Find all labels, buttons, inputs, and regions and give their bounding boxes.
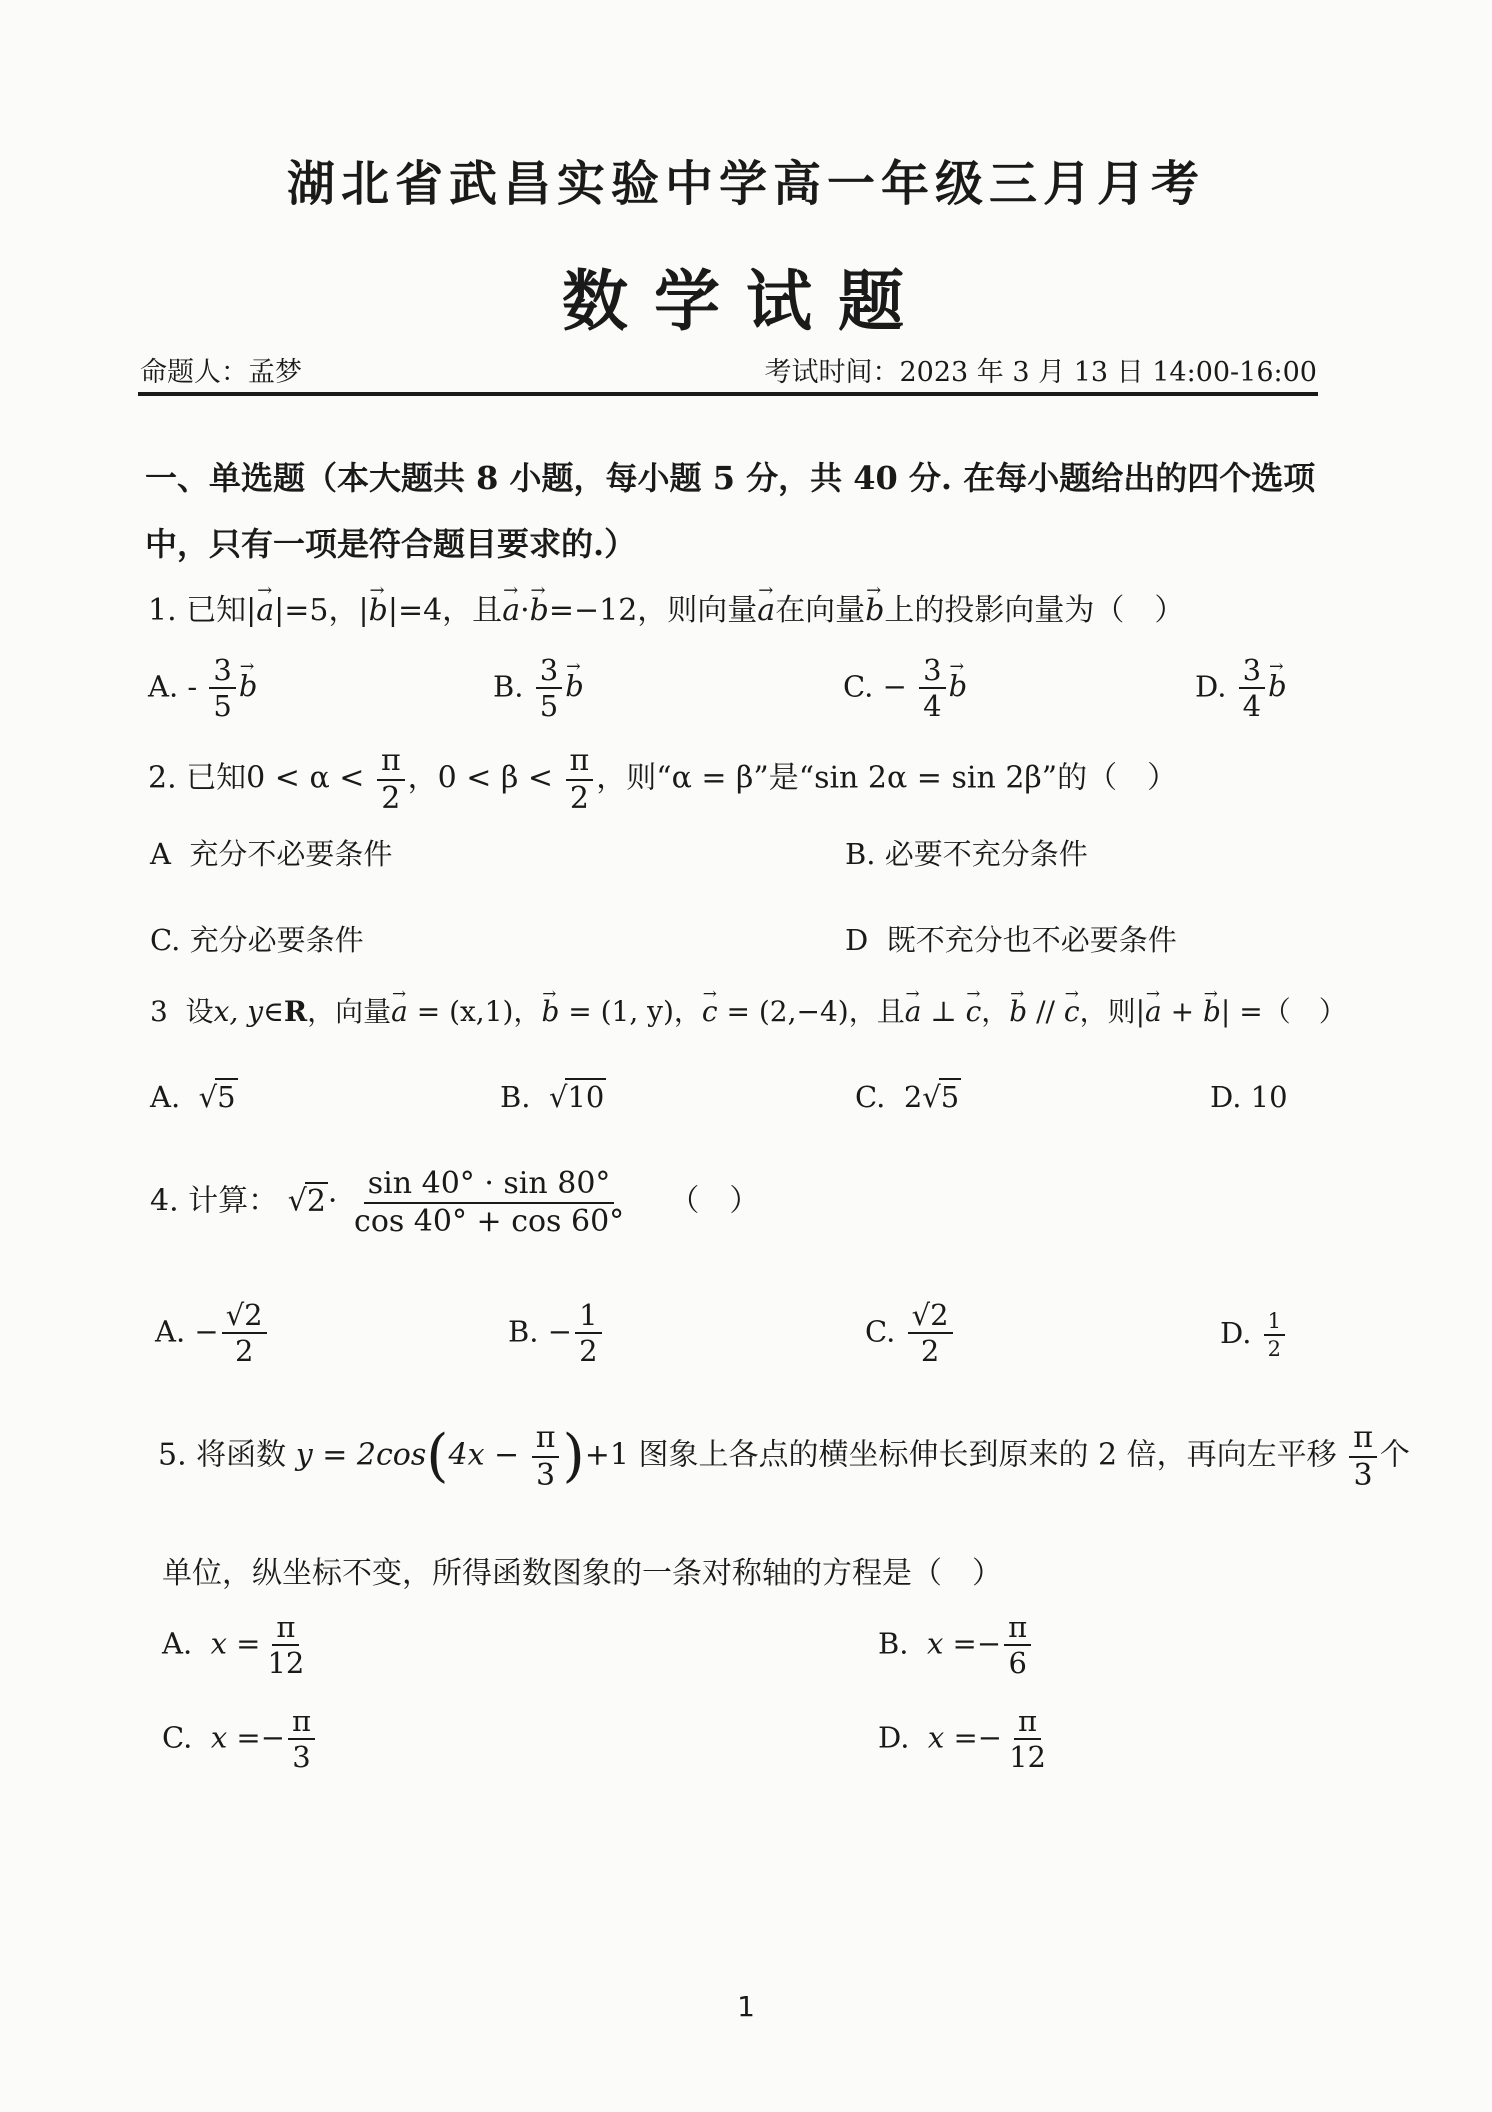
q2-text: ，则“α = β”是“sin 2α = sin 2β”的（ ） [596, 760, 1178, 796]
question-5-option-d[interactable] [878, 1706, 1053, 1773]
denominator: 12 [1009, 1740, 1046, 1775]
denominator: 2 [920, 1334, 940, 1369]
vector-a: → a [502, 593, 520, 628]
option-sign: − [976, 1626, 1002, 1661]
question-5-option-a[interactable] [162, 1612, 311, 1679]
option-label: A. [155, 1314, 186, 1349]
q1-text: |=4，且 [387, 593, 503, 628]
denominator: 3 [536, 1457, 556, 1493]
q3-text: = (1, y)， [559, 995, 702, 1028]
numerator: 1 [1264, 1310, 1285, 1336]
q1-text: 已知| [186, 593, 257, 628]
vector-b: → b [565, 669, 584, 703]
question-2-option-d[interactable] [845, 918, 1177, 959]
option-sign: − [547, 1314, 573, 1349]
question-4-option-d[interactable] [1220, 1310, 1288, 1360]
numerator: 1 [575, 1300, 601, 1334]
question-number: 2. [148, 760, 177, 796]
question-5-option-b[interactable] [878, 1612, 1034, 1679]
function-expression: 4x − [448, 1437, 520, 1473]
numerator: π [1349, 1422, 1377, 1458]
option-label: D. [1220, 1316, 1252, 1351]
numerator: π [1004, 1612, 1031, 1646]
q3-text: ∈ [263, 995, 284, 1028]
option-label: B. [508, 1314, 539, 1349]
option-fraction [263, 1612, 308, 1679]
question-3-option-c[interactable]: C. 2√5 [855, 1080, 960, 1114]
denominator: 3 [1353, 1457, 1373, 1493]
question-2-option-a[interactable] [150, 832, 392, 873]
option-fraction [222, 1300, 267, 1367]
numerator: π [532, 1422, 560, 1458]
q5-text: 图象上各点的横坐标伸长到原来的 2 倍，再向左平移 [638, 1437, 1337, 1473]
option-label: A [150, 837, 171, 871]
question-number: 1. [148, 593, 177, 628]
function-expression: y = 2cos [295, 1437, 427, 1473]
option-label: A. [162, 1626, 193, 1661]
question-5-option-c[interactable] [162, 1706, 318, 1773]
page-number: 1 [737, 1990, 755, 2023]
option-fraction [209, 655, 235, 722]
question-number: 5. [158, 1437, 187, 1473]
option-label: D. [1210, 1080, 1242, 1114]
option-variable: x = [926, 1626, 977, 1661]
question-4-stem: 4. 计算： √2· $\frac{\sin 40^\circ \cdot \sin 80^\circ}{\cos 40^\circ + \cos 60^\circ}$ （ ） [150, 1166, 760, 1239]
vector-b: → b [541, 995, 559, 1028]
option-label: D [845, 923, 869, 957]
section-heading-line2: 中，只有一项是符合题目要求的.） [145, 525, 637, 563]
q4-text: 计算： [188, 1183, 279, 1219]
option-label: B. [500, 1080, 531, 1114]
vector-a: → a [757, 593, 775, 628]
question-1-option-c[interactable] [843, 655, 967, 722]
author-line: 命题人：孟梦 [140, 357, 302, 388]
vector-b: → b [865, 593, 884, 628]
question-1-stem [148, 585, 1184, 629]
option-label: C. [865, 1314, 896, 1349]
option-label: B. [845, 837, 876, 871]
pi-over-2-fraction [566, 745, 594, 814]
option-text: 既不充分也不必要条件 [886, 923, 1177, 957]
denominator: 2 [579, 1334, 598, 1369]
question-5-stem [158, 1422, 1410, 1491]
real-numbers-symbol: R [283, 995, 308, 1028]
q3-text: = (2,−4)，且 [717, 995, 905, 1028]
question-5-stem-line2: 单位，纵坐标不变，所得函数图象的一条对称轴的方程是（ ） [162, 1556, 1002, 1591]
denominator: 3 [292, 1740, 311, 1775]
question-2-option-c[interactable] [150, 918, 364, 959]
vector-a: → a [1145, 995, 1162, 1028]
numerator: √2 [908, 1300, 953, 1334]
q3-text: | =（ ） [1220, 995, 1347, 1028]
q3-text: ，向量 [307, 995, 392, 1028]
school-title: 湖北省武昌实验中学高一年级三月月考 [286, 156, 1205, 212]
numerator: π [272, 1612, 299, 1646]
denominator: 4 [1242, 689, 1262, 724]
vector-b: → b [1268, 669, 1287, 703]
q3-text: ，则| [1079, 995, 1145, 1028]
q1-text: 上的投影向量为（ ） [884, 593, 1185, 628]
vector-b: → b [1009, 995, 1027, 1028]
option-fraction [919, 655, 945, 722]
denominator: 2 [1267, 1337, 1282, 1362]
option-variable: x = [210, 1720, 261, 1755]
question-3-option-d[interactable] [1210, 1080, 1288, 1114]
trig-fraction [350, 1168, 628, 1237]
left-paren: ( [426, 1423, 449, 1489]
option-fraction [1004, 1612, 1031, 1679]
section-heading [145, 445, 1335, 577]
radicand: 2 [306, 1183, 326, 1219]
denominator: 2 [381, 780, 401, 816]
option-fraction [288, 1706, 315, 1773]
question-2-stem [148, 745, 1177, 814]
function-expression: +1 [584, 1437, 629, 1473]
option-label: D. [1195, 669, 1227, 704]
option-fraction [536, 655, 562, 722]
q3-text: 设 [185, 995, 214, 1028]
radicand: 5 [217, 1080, 236, 1114]
numerator: π [288, 1706, 315, 1740]
question-1-option-b[interactable] [493, 655, 584, 722]
vector-c: → c [702, 995, 718, 1028]
numerator: √2 [222, 1300, 267, 1334]
option-sign: − [977, 1720, 1003, 1755]
coefficient: 2 [903, 1080, 923, 1114]
multiply-dot: · [327, 1183, 338, 1219]
vector-b: → b [239, 669, 258, 703]
q1-text: |=5，| [274, 593, 369, 628]
numerator: sin 40° · sin 80° [364, 1168, 615, 1204]
header-divider [138, 392, 1318, 396]
q5-text: 个 [1379, 1437, 1410, 1473]
denominator: 6 [1008, 1646, 1027, 1681]
subject-title: 数学试题 [562, 262, 930, 340]
q3-text: = (x,1)， [407, 995, 542, 1028]
question-3-stem [150, 990, 1347, 1030]
q3-text: ， [981, 995, 1010, 1028]
numerator: 3 [209, 655, 235, 689]
q3-variables: x, y [213, 995, 264, 1028]
question-3-option-b[interactable]: B. √10 [500, 1080, 605, 1114]
exam-time-line: 考试时间：2023 年 3 月 13 日 14:00-16:00 [764, 357, 1317, 388]
option-fraction [1005, 1706, 1050, 1773]
pi-over-2-fraction [377, 745, 405, 814]
numerator: 3 [536, 655, 562, 689]
vector-b: → b [949, 669, 968, 703]
question-number: 3 [150, 995, 168, 1028]
numerator: π [1014, 1706, 1041, 1740]
denominator: 5 [539, 689, 559, 724]
q2-text: ，0 < β < [407, 760, 553, 796]
right-paren: ) [562, 1423, 585, 1489]
vector-a: → a [256, 593, 274, 628]
option-label: C. [150, 923, 181, 957]
q3-text: ⊥ [921, 995, 966, 1028]
numerator: 3 [919, 655, 945, 689]
option-sign: − [194, 1314, 219, 1349]
option-sign: - [187, 669, 198, 704]
option-text: 充分不必要条件 [189, 837, 393, 871]
option-text: 必要不充分条件 [884, 837, 1088, 871]
option-label: B. [493, 669, 524, 704]
pi-over-3-fraction [532, 1422, 560, 1491]
vector-a: → a [905, 995, 922, 1028]
option-fraction [908, 1300, 953, 1367]
question-4-option-b[interactable] [508, 1300, 605, 1367]
option-label: A. [150, 1080, 181, 1114]
option-fraction [575, 1300, 601, 1367]
shift-fraction [1349, 1422, 1377, 1491]
numerator: π [566, 745, 594, 781]
option-fraction [1239, 655, 1265, 722]
option-label: C. [843, 669, 874, 704]
vector-b: → b [369, 593, 388, 628]
section-heading-line1: 一、单选题（本大题共 8 小题，每小题 5 分，共 40 分. 在每小题给出的四个选项 [145, 459, 1316, 497]
option-label: C. [162, 1720, 193, 1755]
denominator: 5 [213, 689, 232, 724]
denominator: 4 [923, 689, 942, 724]
vector-b: → b [530, 593, 549, 628]
question-2-option-b[interactable] [845, 832, 1088, 873]
option-text: 充分必要条件 [189, 923, 364, 957]
numerator: π [377, 745, 405, 781]
q5-text: 将函数 [196, 1437, 287, 1473]
question-3-option-a[interactable]: A. √5 [150, 1080, 236, 1114]
vector-b: → b [1203, 995, 1221, 1028]
question-4-option-a[interactable] [155, 1300, 270, 1367]
option-variable: x = [927, 1720, 978, 1755]
vector-c: → c [966, 995, 982, 1028]
q1-text: 在向量 [775, 593, 866, 628]
q2-text: 已知0 < α < [186, 760, 365, 796]
numerator: 3 [1239, 655, 1265, 689]
denominator: 2 [569, 780, 589, 816]
vector-c: → c [1064, 995, 1080, 1028]
option-variable: x = [210, 1626, 261, 1661]
option-value: 10 [1250, 1080, 1288, 1114]
question-1-option-a[interactable] [148, 655, 257, 722]
question-number: 4. [150, 1183, 179, 1219]
option-sign: − [260, 1720, 285, 1755]
option-label: A. [148, 669, 179, 704]
option-label: D. [878, 1720, 910, 1755]
option-fraction [1264, 1310, 1285, 1360]
question-1-option-d[interactable] [1195, 655, 1287, 722]
q1-text: · [520, 593, 530, 628]
option-label: B. [878, 1626, 909, 1661]
option-sign: − [882, 669, 907, 704]
answer-bracket: （ ） [669, 1183, 760, 1219]
radicand: 5 [940, 1080, 960, 1114]
denominator: 2 [234, 1334, 254, 1369]
denominator: 12 [267, 1646, 305, 1681]
question-4-option-c[interactable] [865, 1300, 956, 1367]
q3-text: // [1027, 995, 1064, 1028]
vector-a: → a [391, 995, 408, 1028]
q3-text: + [1161, 995, 1203, 1028]
denominator: cos 40° + cos 60° [354, 1203, 625, 1239]
option-label: C. [855, 1080, 886, 1114]
radicand: 10 [567, 1080, 605, 1114]
q1-text: =−12，则向量 [548, 593, 758, 628]
